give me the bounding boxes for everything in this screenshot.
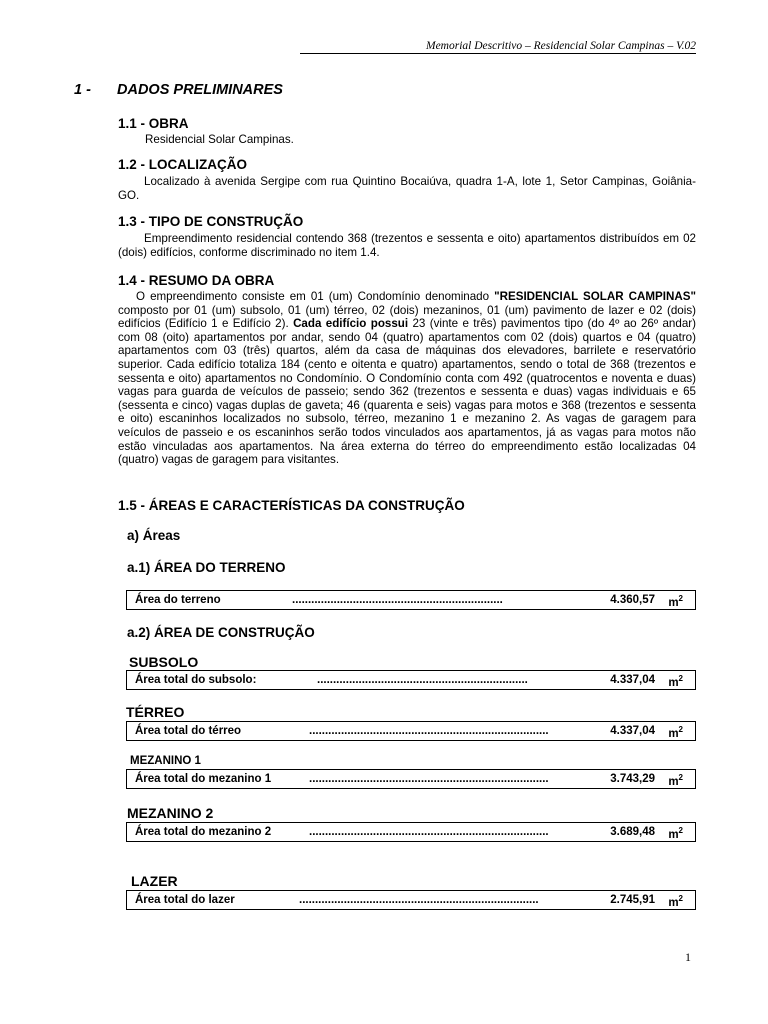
heading-localizacao: 1.2 - LOCALIZAÇÃO — [118, 157, 248, 172]
row-unit: $m^2$ — [668, 674, 683, 689]
row-unit: $m^2$ — [668, 594, 683, 609]
text-obra: Residencial Solar Campinas. — [145, 133, 294, 146]
row-leader-dots: ........................................................................... — [309, 826, 549, 838]
text-tipo-construcao: Empreendimento residencial contendo 368 (trezentos e sessenta e oito) apartamentos distribuídos em 02 (dois) edifícios, conforme discriminado no item 1.4. — [118, 232, 696, 259]
row-value: 2.745,91 — [610, 894, 655, 906]
row-leader-dots: .................................................................. — [292, 594, 503, 606]
row-label: Área total do mezanino 2 — [135, 826, 272, 838]
section-number: 1 - — [74, 82, 91, 98]
row-label: Área total do subsolo: — [135, 674, 257, 686]
label-lazer: LAZER — [131, 873, 178, 889]
area-row-terreo — [126, 721, 696, 741]
area-row-lazer — [126, 890, 696, 910]
row-leader-dots: ........................................................................... — [299, 894, 539, 906]
text-localizacao: Localizado à avenida Sergipe com rua Quintino Bocaiúva, quadra 1-A, lote 1, Setor Campinas, Goiânia-GO. — [118, 175, 696, 202]
row-leader-dots: ........................................................................... — [309, 773, 549, 785]
area-row-mezanino-1 — [126, 769, 696, 789]
heading-area-terreno: a.1) ÁREA DO TERRENO — [127, 560, 286, 575]
row-label: Área total do lazer — [135, 894, 235, 906]
area-row-mezanino-2 — [126, 822, 696, 842]
section-title: DADOS PRELIMINARES — [117, 82, 283, 98]
row-unit: $m^2$ — [668, 725, 683, 740]
heading-area-construcao: a.2) ÁREA DE CONSTRUÇÃO — [127, 625, 315, 640]
area-row-terreno — [126, 590, 696, 610]
heading-resumo-obra: 1.4 - RESUMO DA OBRA — [118, 273, 275, 288]
label-terreo: TÉRREO — [126, 704, 185, 720]
row-unit: $m^2$ — [668, 894, 683, 909]
text-resumo-obra: O empreendimento consiste em 01 (um) Condomínio denominado "RESIDENCIAL SOLAR CAMPINAS" composto por 01 (um) subsolo, 01 (um) térreo, 02 (dois) mezaninos, 01 (um) pavimento de lazer e 02 (dois) edifícios (Edifício 1 e Edifício 2). Cada edifício possui 23 (vinte e três) pavimentos tipo (do 4º ao 26º andar) com 08 (oito) apartamentos por andar, sendo 04 (quatro) apartamentos com 02 (dois) quartos e 04 (quatro) apartamentos com 03 (três) quartos, além da casa de máquinas dos elevadores, barrilete e reservatório superior. Cada edifício totaliza 184 (cento e oitenta e quatro) apartamentos, sendo o total de 368 (trezentos e sessenta e oito) apartamentos no Condomínio. O Condomínio conta com 492 (quatrocentos e noventa e duas) vagas para guarda de veículos de passeio; sendo 362 (trezentos e sessenta e duas) vagas individuais e 65 (sessenta e cinco) vagas duplas de gaveta; 46 (quarenta e seis) vagas para motos e 368 (trezentos e sessenta e oito) escaninhos localizados no subsolo, térreo, mezanino 1 e mezanino 2. As vagas de garagem para veículos de passeio e os escaninhos serão todos vinculados aos apartamentos, já as vagas para motos não estão vinculadas aos apartamentos. Na área externa do térreo do empreendimento estão localizadas 04 (quatro) vagas de garagem para visitantes. — [118, 290, 696, 467]
heading-areas-caracteristicas: 1.5 - ÁREAS E CARACTERÍSTICAS DA CONSTRUÇÃO — [118, 498, 465, 513]
heading-areas: a) Áreas — [127, 528, 181, 543]
area-row-subsolo — [126, 670, 696, 690]
row-label: Área do terreno — [135, 594, 221, 606]
row-value: 4.337,04 — [610, 674, 655, 686]
label-mezanino-1: MEZANINO 1 — [130, 755, 201, 767]
row-unit: $m^2$ — [668, 773, 683, 788]
page-number: 1 — [685, 950, 691, 964]
row-unit: $m^2$ — [668, 826, 683, 841]
row-label: Área total do térreo — [135, 725, 242, 737]
heading-obra: 1.1 - OBRA — [118, 116, 189, 131]
label-mezanino-2: MEZANINO 2 — [127, 805, 214, 821]
row-value: 4.337,04 — [610, 725, 655, 737]
row-value: 3.689,48 — [610, 826, 655, 838]
row-label: Área total do mezanino 1 — [135, 773, 272, 785]
row-value: 4.360,57 — [610, 594, 655, 606]
row-leader-dots: .................................................................. — [317, 674, 528, 686]
row-value: 3.743,29 — [610, 773, 655, 785]
label-subsolo: SUBSOLO — [129, 654, 199, 670]
running-header: Memorial Descritivo – Residencial Solar Campinas – V.02 — [300, 40, 696, 54]
row-leader-dots: ........................................................................... — [309, 725, 549, 737]
heading-tipo-construcao: 1.3 - TIPO DE CONSTRUÇÃO — [118, 214, 304, 229]
